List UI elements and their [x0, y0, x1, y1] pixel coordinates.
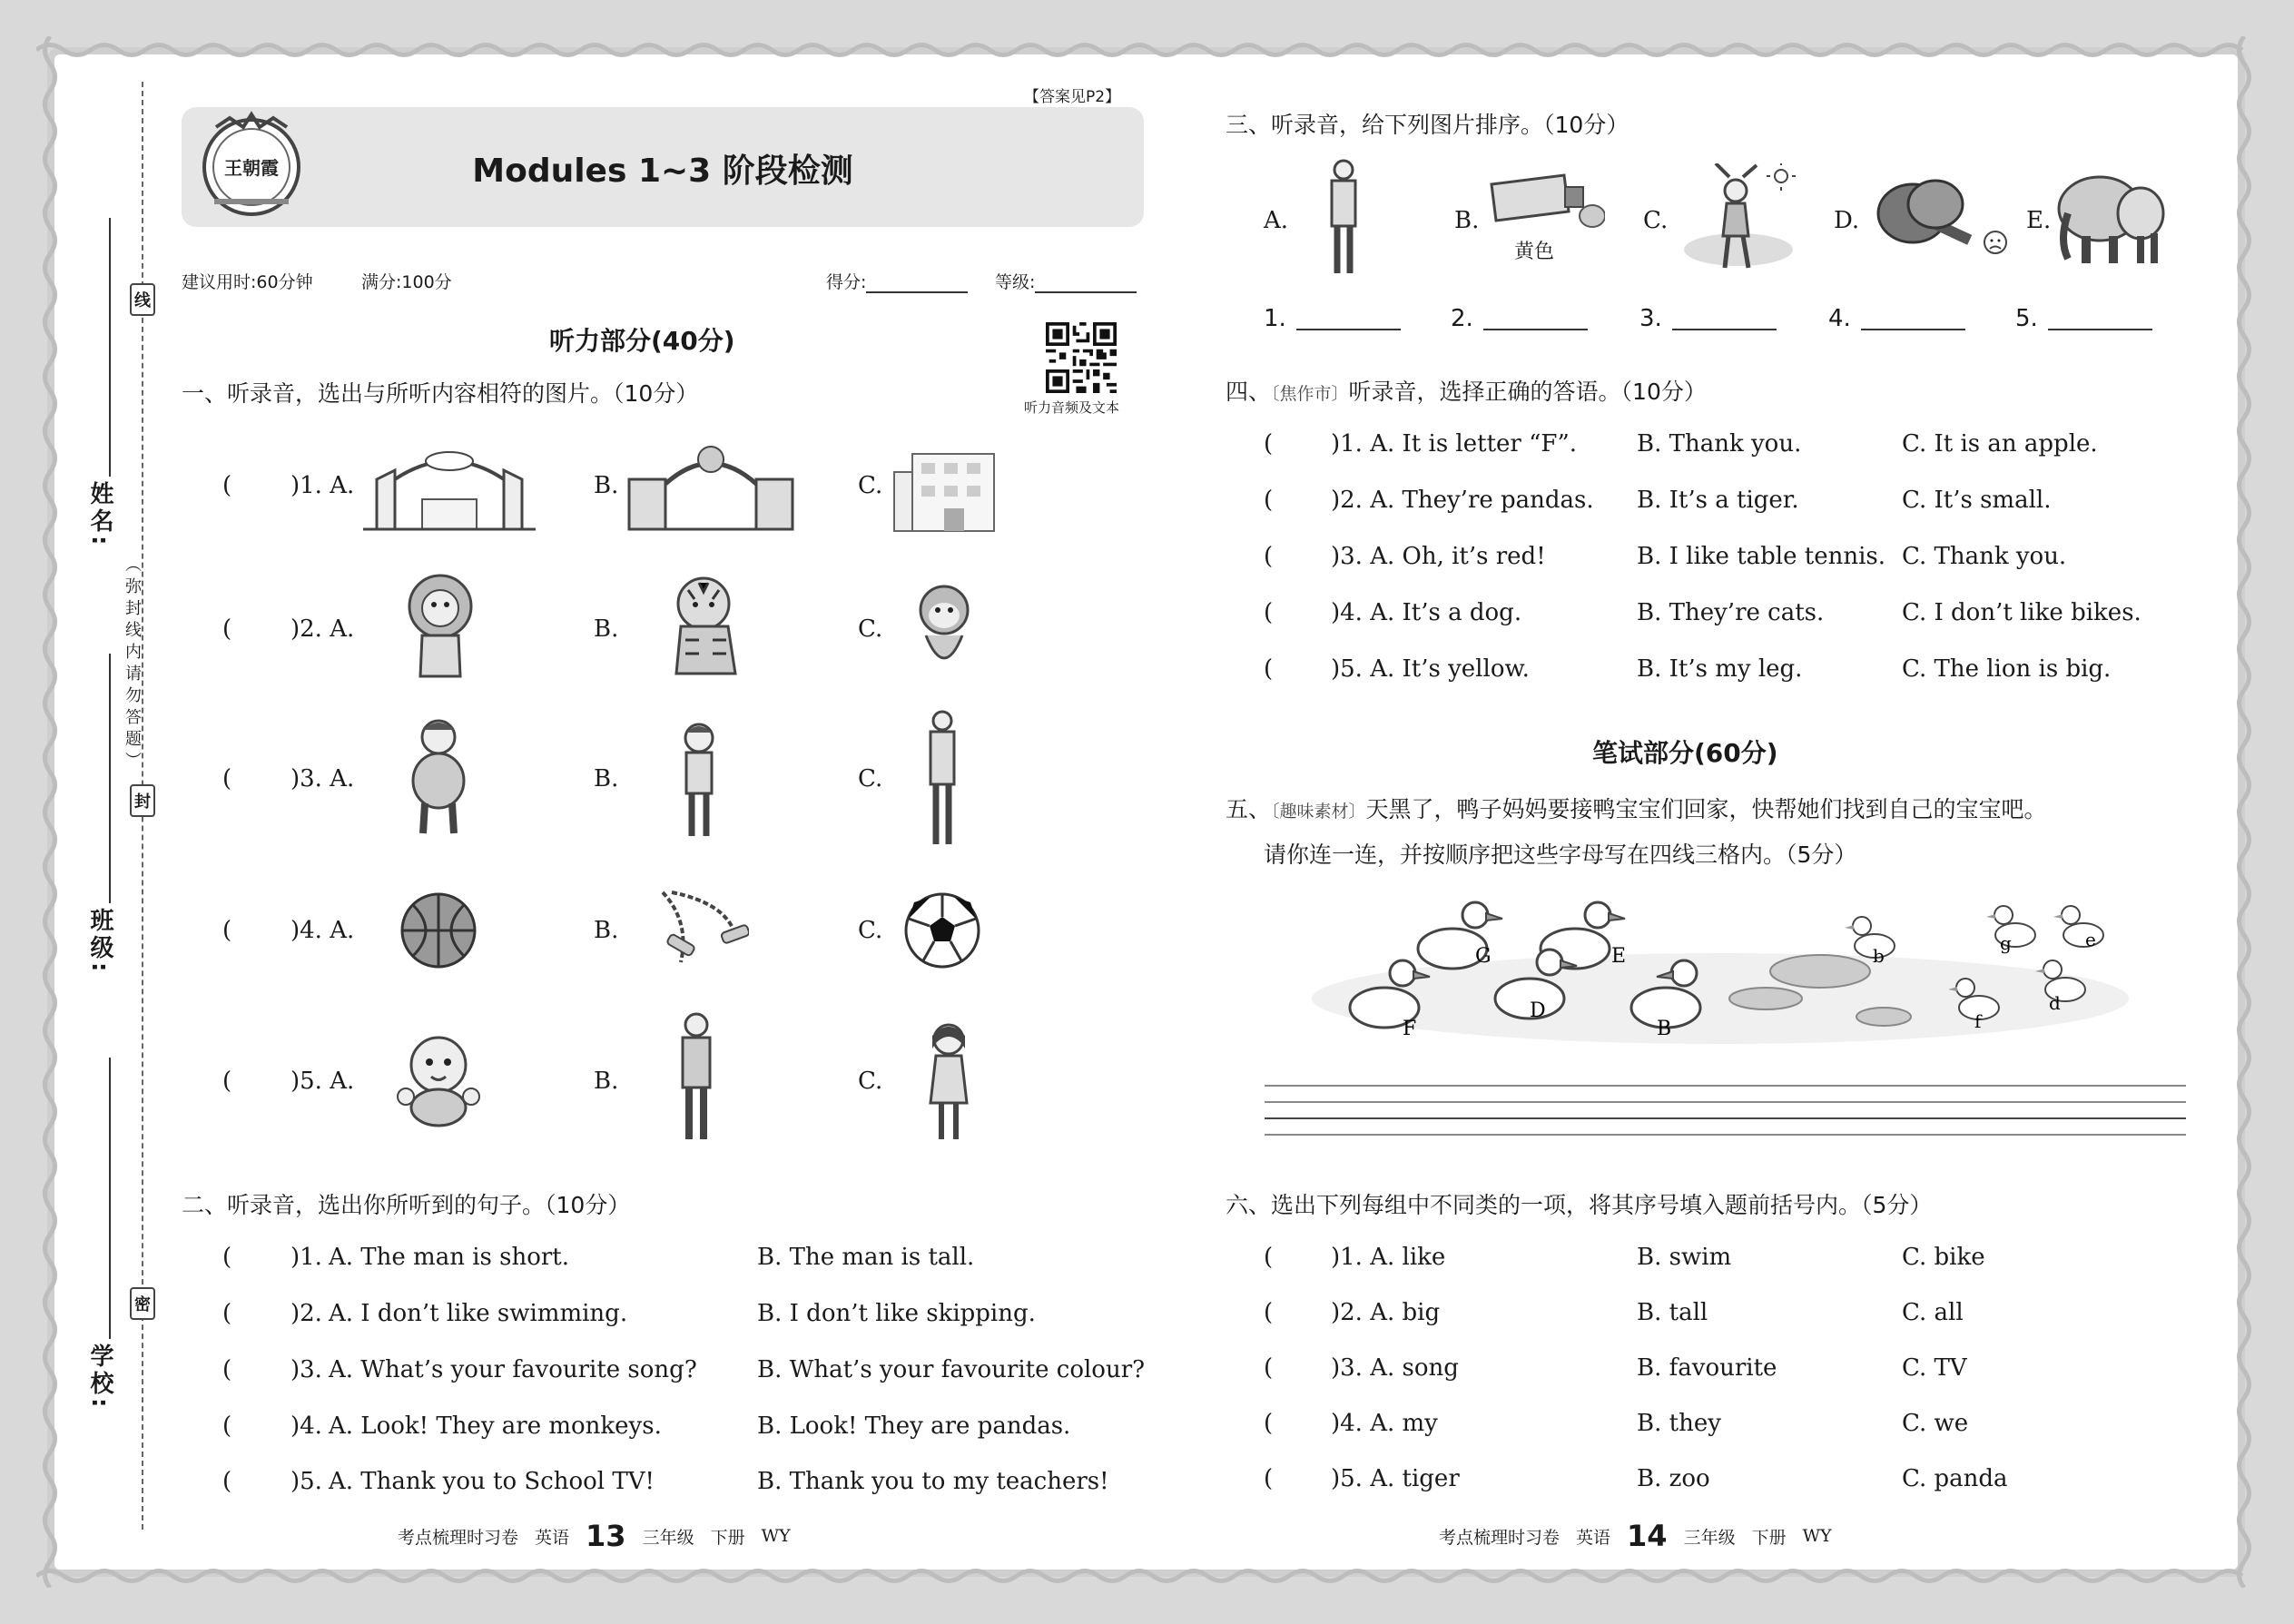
fat-boy-icon	[407, 717, 470, 835]
duckling-letter: b	[1873, 945, 1885, 967]
order-blank-number: 2.	[1451, 305, 1473, 332]
score-blank[interactable]	[866, 273, 968, 293]
question-number: )1.	[290, 1244, 322, 1271]
answer-paren[interactable]: (	[1264, 430, 1274, 458]
qr-code-icon[interactable]	[1046, 322, 1117, 393]
duck-letter: B	[1657, 1018, 1672, 1040]
option-b: B. favourite	[1637, 1354, 1777, 1382]
basketball-icon	[399, 891, 478, 969]
writing-section-title: 笔试部分(60分)	[1592, 738, 1778, 768]
option-label: C.	[858, 615, 883, 643]
option-b: B. Thank you.	[1637, 430, 1802, 458]
option-a: )4. A. It’s a dog.	[1331, 599, 1522, 626]
answer-paren[interactable]: (	[222, 765, 232, 792]
option-c: C. It is an apple.	[1902, 430, 2098, 458]
listening-section-title: 听力部分(40分)	[549, 326, 735, 356]
duckling-letter: f	[1974, 1010, 1982, 1032]
answer-paren[interactable]: (	[222, 1412, 232, 1440]
option-b: B. The man is tall.	[757, 1244, 975, 1271]
footer-edition: WY	[1802, 1526, 1832, 1546]
baby-icon	[395, 1033, 481, 1128]
option-a: )3. A. song	[1331, 1354, 1459, 1382]
option-a: )2. A. big	[1331, 1299, 1441, 1326]
man-icon	[674, 1012, 719, 1144]
duck-letter: F	[1403, 1018, 1417, 1040]
answer-paren[interactable]: (	[1264, 1465, 1274, 1492]
option-a: A. I don’t like swimming.	[329, 1300, 628, 1327]
four-line-grid-line[interactable]	[1265, 1101, 2186, 1103]
girl-icon	[921, 1021, 976, 1144]
option-b: B. swim	[1637, 1244, 1732, 1271]
option-c: C. I don’t like bikes.	[1902, 599, 2141, 626]
building-icon	[890, 436, 1012, 536]
option-b: B. I like table tennis.	[1637, 543, 1886, 570]
footer-volume: 下册	[710, 1527, 745, 1548]
binding-mark-secret: 密	[130, 1287, 155, 1320]
page-number: 13	[586, 1519, 626, 1553]
option-label: C.	[858, 1068, 883, 1095]
order-blank[interactable]	[2048, 329, 2152, 330]
answer-paren[interactable]: (	[222, 1300, 232, 1327]
option-b: B. I don’t like skipping.	[757, 1300, 1036, 1327]
question-number: )3.	[290, 1356, 322, 1383]
answer-paren[interactable]: (	[1264, 655, 1274, 683]
option-b: B. tall	[1637, 1299, 1708, 1326]
option-c: C. The lion is big.	[1902, 655, 2112, 683]
footer-subject: 英语	[535, 1527, 570, 1548]
school-gate-icon	[625, 443, 797, 534]
part5-heading-text: 天黑了，鸭子妈妈要接鸭宝宝们回家，快帮她们找到自己的宝宝吧。	[1365, 796, 2047, 822]
option-label: C.	[858, 765, 883, 792]
option-label: C.	[858, 472, 883, 499]
order-blank[interactable]	[1672, 329, 1777, 330]
answer-paren[interactable]: (	[222, 615, 232, 643]
option-b: B. What’s your favourite colour?	[757, 1356, 1146, 1383]
option-b: B. Thank you to my teachers!	[757, 1468, 1109, 1495]
option-label: B.	[594, 1068, 619, 1095]
monkey-icon	[908, 581, 980, 681]
option-b: B. It’s my leg.	[1637, 655, 1803, 683]
option-a: )2. A. They’re pandas.	[1331, 487, 1594, 514]
footer-volume: 下册	[1751, 1527, 1787, 1548]
binding-note: （弥封线内请勿答题）	[123, 556, 142, 773]
elephants-icon	[2050, 168, 2168, 268]
picture-label: C.	[1643, 207, 1669, 234]
duck-letter: E	[1611, 945, 1627, 968]
order-blank[interactable]	[1861, 329, 1965, 330]
answer-paren[interactable]: (	[1264, 1299, 1274, 1326]
question-number: )5.	[290, 1468, 322, 1495]
footer-grade: 三年级	[1683, 1527, 1736, 1548]
tall-man-icon	[924, 710, 960, 848]
option-label: C.	[858, 917, 883, 944]
order-blank-number: 1.	[1264, 305, 1286, 332]
part5-prefix: 五、	[1226, 796, 1272, 822]
footer-right	[1439, 1519, 1832, 1553]
answer-reference: 【答案见P2】	[1024, 88, 1121, 106]
full-score: 满分:100分	[361, 272, 452, 292]
four-line-grid-line[interactable]	[1265, 1117, 2186, 1119]
answer-paren[interactable]: (	[222, 1068, 232, 1095]
part4-heading	[1226, 374, 1707, 407]
time-limit: 建议用时:60分钟	[182, 272, 313, 292]
option-b: B. It’s a tiger.	[1637, 487, 1799, 514]
footer-edition: WY	[761, 1526, 791, 1546]
answer-paren[interactable]: (	[1264, 1354, 1274, 1382]
option-label: B.	[594, 615, 619, 643]
option-c: C. Thank you.	[1902, 543, 2067, 570]
option-label: )2. A.	[290, 615, 355, 643]
park-gate-icon	[359, 443, 540, 534]
order-blank[interactable]	[1296, 329, 1401, 330]
duckling-icon	[1845, 917, 1895, 958]
answer-paren[interactable]: (	[222, 1468, 232, 1495]
four-line-grid-line[interactable]	[1265, 1134, 2186, 1136]
option-label: )4. A.	[290, 917, 355, 944]
answer-paren[interactable]: (	[222, 1356, 232, 1383]
part3-heading: 三、听录音，给下列图片排序。（10分）	[1226, 112, 1629, 138]
question-number: )4.	[290, 1412, 322, 1440]
short-boy-icon	[679, 722, 720, 840]
part5-heading	[1226, 792, 2047, 824]
wavy-border-bottom	[36, 1566, 2258, 1586]
duckling-letter: g	[2000, 932, 2012, 954]
part1-heading: 一、听录音，选出与所听内容相符的图片。（10分）	[182, 380, 699, 407]
option-c: C. bike	[1902, 1244, 1985, 1271]
skipping-rope-icon	[645, 885, 749, 967]
binding-mark-seal: 封	[130, 784, 155, 817]
option-a: A. What’s your favourite song?	[329, 1356, 697, 1383]
part2-heading: 二、听录音，选出你所听到的句子。（10分）	[182, 1192, 631, 1218]
school-blank[interactable]	[109, 1058, 111, 1339]
name-label: 姓名:	[86, 481, 113, 549]
option-label: B.	[594, 917, 619, 944]
name-blank[interactable]	[109, 218, 111, 477]
duck-pond-illustration	[1312, 890, 2129, 1071]
table-tennis-icon	[1872, 177, 2008, 259]
duckling-letter: d	[2049, 992, 2061, 1014]
binding-mark-line: 线	[130, 283, 155, 316]
grade-blank[interactable]	[1035, 273, 1137, 293]
order-blank-number: 4.	[1828, 305, 1851, 332]
part4-prefix: 四、	[1226, 379, 1272, 405]
answer-paren[interactable]: (	[1264, 1410, 1274, 1437]
paint-tube-icon	[1487, 171, 1605, 239]
exercising-girl-icon	[1679, 163, 1797, 272]
wavy-border-top	[36, 40, 2258, 60]
answer-paren[interactable]: (	[222, 917, 232, 944]
svg-text:王朝霞: 王朝霞	[224, 157, 279, 179]
wavy-border-left	[40, 36, 60, 1588]
answer-paren[interactable]: (	[1264, 487, 1274, 514]
class-label: 班级:	[86, 908, 113, 976]
duckling-letter: e	[2085, 929, 2096, 950]
page-title: Modules 1~3 阶段检测	[472, 153, 853, 190]
option-c: C. we	[1902, 1410, 1969, 1437]
footer-left	[398, 1519, 791, 1553]
score-label: 得分:	[826, 272, 867, 292]
order-blank[interactable]	[1483, 329, 1588, 330]
picture-label: B.	[1454, 207, 1480, 234]
option-a: )5. A. It’s yellow.	[1331, 655, 1530, 683]
option-a: A. The man is short.	[329, 1244, 570, 1271]
standing-man-icon	[1325, 159, 1362, 277]
answer-paren[interactable]: (	[222, 472, 232, 499]
option-b: B. zoo	[1637, 1465, 1710, 1492]
lion-icon	[404, 572, 477, 681]
option-c: C. all	[1902, 1299, 1964, 1326]
option-a: )1. A. like	[1331, 1244, 1446, 1271]
option-a: )3. A. Oh, it’s red!	[1331, 543, 1546, 570]
paint-caption: 黄色	[1514, 241, 1555, 263]
option-b: B. Look! They are pandas.	[757, 1412, 1071, 1440]
option-a: )5. A. tiger	[1331, 1465, 1460, 1492]
answer-paren[interactable]: (	[222, 1244, 232, 1271]
footer-series: 考点梳理时习卷	[398, 1527, 519, 1548]
answer-paren[interactable]: (	[1264, 543, 1274, 570]
duck-letter: G	[1475, 945, 1492, 968]
option-c: C. panda	[1902, 1465, 2008, 1492]
part5-heading-line2: 请你连一连，并按顺序把这些字母写在四线三格内。（5分）	[1264, 842, 1857, 868]
option-c: C. It’s small.	[1902, 487, 2052, 514]
option-label: )1. A.	[290, 472, 355, 499]
part4-heading-text: 听录音，选择正确的答语。（10分）	[1348, 379, 1707, 405]
order-blank-number: 5.	[2015, 305, 2038, 332]
footer-grade: 三年级	[642, 1527, 694, 1548]
picture-label: D.	[1834, 207, 1860, 234]
option-label: B.	[594, 472, 619, 499]
wavy-border-right	[2234, 36, 2254, 1588]
picture-label: A.	[1264, 207, 1289, 234]
tiger-icon	[663, 572, 753, 681]
picture-label: E.	[2026, 207, 2052, 234]
page-number: 14	[1627, 1519, 1668, 1553]
part6-heading: 六、选出下列每组中不同类的一项，将其序号填入题前括号内。（5分）	[1226, 1192, 1933, 1218]
option-label: B.	[594, 765, 619, 792]
class-blank[interactable]	[109, 654, 111, 903]
option-label: )5. A.	[290, 1068, 355, 1095]
option-c: C. TV	[1902, 1354, 1967, 1382]
option-b: B. they	[1637, 1410, 1721, 1437]
region-tag: 〔焦作市〕	[1271, 384, 1349, 404]
school-label: 学校:	[86, 1343, 113, 1412]
football-icon	[903, 891, 981, 969]
footer-subject: 英语	[1576, 1527, 1611, 1548]
option-b: B. They’re cats.	[1637, 599, 1825, 626]
option-a: A. Look! They are monkeys.	[329, 1412, 662, 1440]
grade-label: 等级:	[995, 272, 1036, 292]
answer-paren[interactable]: (	[1264, 1244, 1274, 1271]
option-a: )1. A. It is letter “F”.	[1331, 430, 1577, 458]
four-line-grid-line[interactable]	[1265, 1085, 2186, 1087]
question-number: )2.	[290, 1300, 322, 1327]
fun-material-tag: 〔趣味素材〕	[1271, 802, 1366, 822]
answer-paren[interactable]: (	[1264, 599, 1274, 626]
option-label: )3. A.	[290, 765, 355, 792]
option-a: A. Thank you to School TV!	[329, 1468, 655, 1495]
order-blank-number: 3.	[1639, 305, 1662, 332]
qr-code-label: 听力音频及文本	[1024, 399, 1120, 416]
duck-letter: D	[1530, 999, 1546, 1022]
footer-series: 考点梳理时习卷	[1439, 1527, 1561, 1548]
option-a: )4. A. my	[1331, 1410, 1438, 1437]
